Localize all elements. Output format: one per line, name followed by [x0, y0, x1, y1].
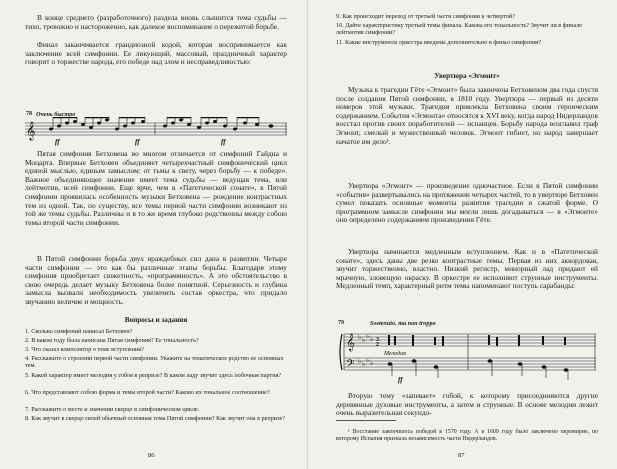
left-page [0, 0, 308, 469]
paragraph: Увертюра «Эгмонт» — произведение одночастное. Если в Пятой симфонии «события» развертывались на протяжении четырех частей, то в увертюре Бетховен сумел показать основные моменты развития трагедии в сжатой форме. О программном замысле симфонии мы могли лишь догадываться — в «Эгмонте» оно определено содержанием произведения Гёте. [336, 181, 598, 225]
svg-text:ff: ff [135, 138, 140, 146]
footnote: ¹ Восстание закончилось победой в 1570 году. А в 1609 году было заключено перемирие, по которому Испания признала независимость части Нидерландов. [336, 428, 598, 442]
question-item: 10. Дайте характеристику третьей темы финала. Какова его тональность? Звучит ли в финале лейтмотив симфонии? [336, 22, 583, 37]
paragraph: Пятая симфония Бетховена во многом отличается от симфоний Гайдна и Моцарта. Впервые Бетховен объединяет четырехчастный симфонический цикл единой мыслью, единым замыслом: от тьмы к свету, через борьбу — к победе». Важное объединяющее значение имеет тема судьбы — ведущая тема, или лейтмотив, всей симфонии. Еще ярче, чем в «Патетической сонате», в Пятой симфонии проявилась особенность музыки Бетховена — рождение контрастных тем из одной. Так, по существу, все темы первой части симфонии возникают из той же темы судьбы. Различны и в то же время глубоко родственны между собою темы второй части симфонии. [25, 149, 287, 227]
melody-label: Мелодия [384, 351, 406, 357]
question-item: 6. Что представляют собою форма и темы второй части? Каково их тональное соотношение? [25, 389, 270, 396]
music-example [338, 328, 596, 384]
svg-text:♭: ♭ [362, 360, 366, 368]
question-item: 8. Как звучит в скерцо своей обычный основная тема Пятой симфонии? Как звучит она в репризе? [25, 415, 286, 422]
svg-text:ff: ff [221, 138, 226, 146]
svg-text:♭: ♭ [366, 332, 370, 340]
svg-text:2: 2 [376, 342, 379, 348]
svg-text:3: 3 [376, 337, 379, 343]
paragraph: В конце среднего (разработочного) раздела вновь слышится тема судьбы — тихо, тревожно и настороженно, как далекое воспоминание о пережитой борьбе. [25, 13, 287, 31]
paragraph: Вторую тему «запевает» гобой, к которому присоединяются другие деревянные духовые инструменты, а затем и струнные. В основе мелодии лежит очень выразительная секундо- [336, 391, 598, 418]
paragraph: Финал заканчивается грандиозной кодой, которая воспринимается как заключение всей симфонии. Ее ликующий, массовый, праздничный характер говорит о торжестве народа, его победе над злом и несправедливостью: [25, 40, 287, 67]
section-heading: Увертюра «Эгмонт» [434, 72, 500, 80]
svg-text:♭: ♭ [358, 357, 362, 365]
right-page [308, 0, 617, 469]
svg-text:♭: ♭ [370, 335, 374, 343]
question-item: 1. Сколько симфоний написал Бетховен? [25, 328, 133, 335]
question-item: 4. Расскажите о строении первой части симфонии. Укажите на тематическое родство ее основных тем. [25, 355, 284, 370]
svg-text:ff: ff [398, 376, 403, 384]
tempo-marking: Очень быстро [36, 111, 76, 118]
svg-text:𝄞: 𝄞 [26, 123, 36, 140]
questions-title: Вопросы и задания [124, 316, 188, 324]
question-item: 11. Какие инструменты оркестра введены дополнительно в финал симфонии? [336, 39, 542, 46]
svg-text:♭: ♭ [358, 333, 362, 341]
footnote-divider [336, 420, 396, 421]
question-item: 3. Что сказал композитор о теме вступления? [25, 346, 144, 353]
music-example-number: 79 [338, 320, 344, 326]
question-item: 2. В каком году была написана Пятая симфония? Ее тональность? [25, 337, 199, 344]
paragraph: Увертюра начинается медленным вступлением. Как и в «Патетической сонате», здесь даны две резко контрастные темы. Первая из них аккордовая, звучит торжественно, властно. Низкий регистр, минорный лад придают ей мрачную, зловещую окраску. В оркестре ее исполняют струнные инструменты. Медленный темп, характерный ритм темы напоминают поступь сарабанды: [336, 247, 598, 291]
paragraph: В Пятой симфонии борьба двух враждебных сил дана в развитии. Четыре части симфонии — это как бы различные этапы борьбы. Благодаря этому симфония приобретает сюжетность, «программность». А это обстоятельство в свою очередь делает музыку Бетховена более понятной. Серьезность и глубина замысла вызвали необходимость увеличить состав оркестра, что придало звучанию величие и мощность. [25, 254, 287, 306]
music-example [25, 117, 287, 147]
svg-text:♭: ♭ [370, 359, 374, 367]
page-number: 86 [148, 452, 155, 459]
svg-text:𝄞: 𝄞 [346, 335, 355, 351]
question-item: 7. Расскажите о месте и значении скерцо в симфоническом цикле. [25, 406, 200, 413]
svg-text:♭: ♭ [362, 336, 366, 344]
tempo-marking: Sostenuto, ma non troppo [370, 320, 436, 327]
music-example-number: 78 [26, 111, 32, 117]
svg-text:ff: ff [55, 138, 60, 146]
svg-text:♭: ♭ [366, 356, 370, 364]
question-item: 9. Как происходит переход от третьей части симфонии к четвертой? [336, 13, 516, 20]
paragraph: Музыка к трагедии Гёте «Эгмонт» была закончена Бетховеном два года спустя после создания Пятой симфонии, в 1810 году. Увертюра — первый из десяти номеров этой музыки. Трагедия привлекла Бетховена своим героическим содержанием. События «Эгмонта» относятся к XVI веку, когда народ Нидерландов восстал против своих поработителей — испанцев. Борьбу народа возглавил граф Эгмонт, смелый и мужественный человек. Эгмонт гибнет, но народ завершает начатое им дело¹. [336, 85, 598, 146]
svg-text:𝄢: 𝄢 [346, 357, 355, 372]
question-item: 5. Какой характер имеет мелодия у гобоя в репризе? В каком ладу звучит здесь побочная партия? [25, 372, 282, 379]
page-number: 87 [458, 452, 465, 459]
